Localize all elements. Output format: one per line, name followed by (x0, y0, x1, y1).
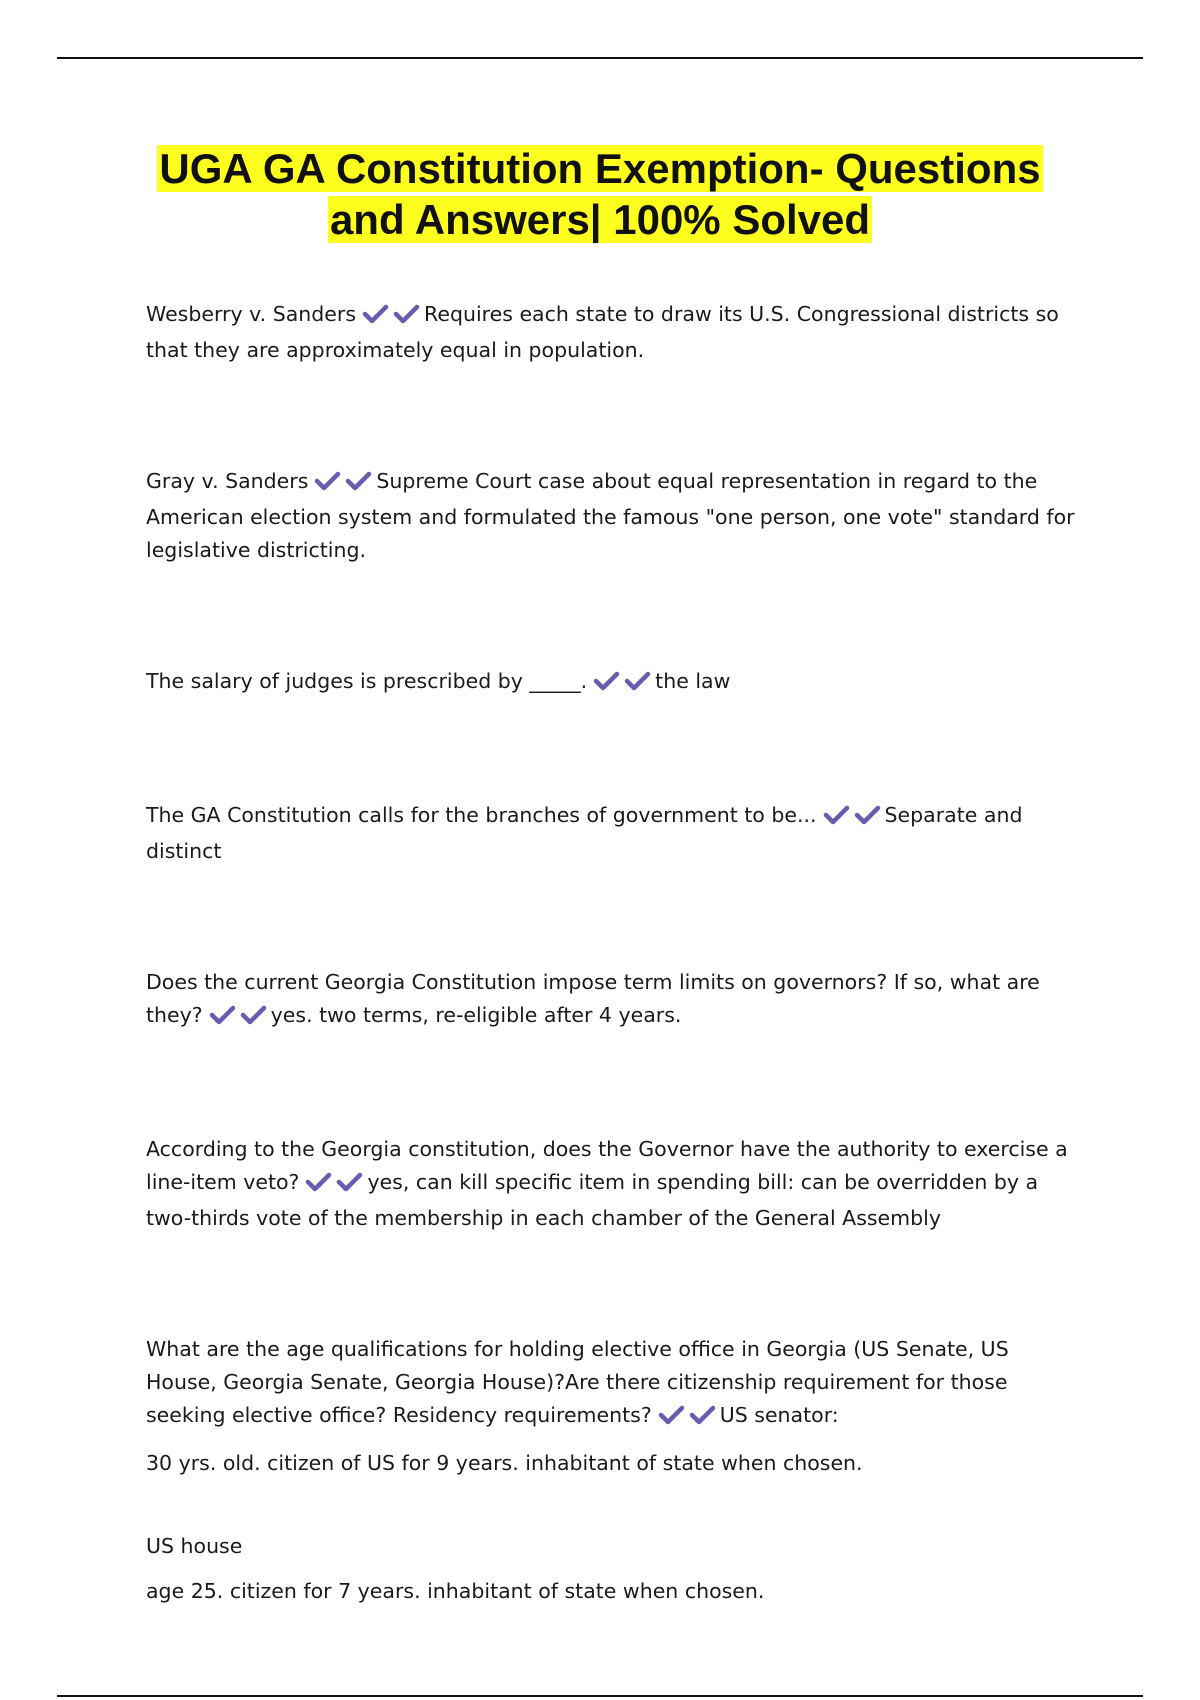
qa-item (146, 799, 1076, 868)
title-line-1: UGA GA Constitution Exemption- Questions (159, 145, 1041, 192)
answer-text: yes. two terms, re-eligible after 4 years. (270, 1003, 682, 1027)
double-checkmark-icon (658, 1402, 716, 1435)
question-text: According to the Georgia constitution, does the Governor have the authority to exercise a line-item veto? (146, 1137, 1068, 1194)
qa-item (146, 1333, 1076, 1435)
qa-item (146, 665, 1076, 701)
answer-continuation: US house (146, 1534, 243, 1558)
qa-item (146, 966, 1076, 1035)
qa-item (146, 298, 1076, 367)
answer-continuation: 30 yrs. old. citizen of US for 9 years. inhabitant of state when chosen. (146, 1451, 863, 1475)
bottom-rule (57, 1695, 1143, 1697)
answer-text: Supreme Court case about equal representation in regard to the American election system and formulated the famous "one person, one vote" standard for legislative districting. (146, 469, 1075, 562)
question-text: Does the current Georgia Constitution impose term limits on governors? If so, what are they? (146, 970, 1040, 1027)
double-checkmark-icon (305, 1169, 363, 1202)
double-checkmark-icon (593, 668, 651, 701)
answer-continuation: age 25. citizen for 7 years. inhabitant of state when chosen. (146, 1579, 765, 1603)
answer-text: Separate and distinct (146, 803, 1023, 863)
top-rule (57, 57, 1143, 59)
answer-text: yes, can kill specific item in spending bill: can be overridden by a two-thirds vote of the membership in each chamber of the General Assembly (146, 1170, 1039, 1230)
answer-text: Requires each state to draw its U.S. Congressional districts so that they are approximately equal in population. (146, 302, 1059, 362)
answer-text: US senator: (719, 1403, 839, 1427)
question-text: Gray v. Sanders (146, 469, 309, 493)
double-checkmark-icon (209, 1002, 267, 1035)
document-title (0, 143, 1200, 245)
qa-list (146, 298, 1076, 1620)
answer-text: the law (655, 669, 731, 693)
question-text: The GA Constitution calls for the branches of government to be... (146, 803, 817, 827)
qa-item (146, 1133, 1076, 1235)
question-text: The salary of judges is prescribed by _____. (146, 669, 588, 693)
double-checkmark-icon (314, 468, 372, 501)
question-text: What are the age qualifications for holding elective office in Georgia (US Senate, US House, Georgia Senate, Georgia House)?Are there citizenship requirement for those seeking elective office? Residency requirements? (146, 1337, 1009, 1427)
title-line-2: and Answers| 100% Solved (329, 196, 871, 243)
double-checkmark-icon (362, 301, 420, 334)
double-checkmark-icon (823, 802, 881, 835)
qa-item (146, 465, 1076, 567)
question-text: Wesberry v. Sanders (146, 302, 357, 326)
